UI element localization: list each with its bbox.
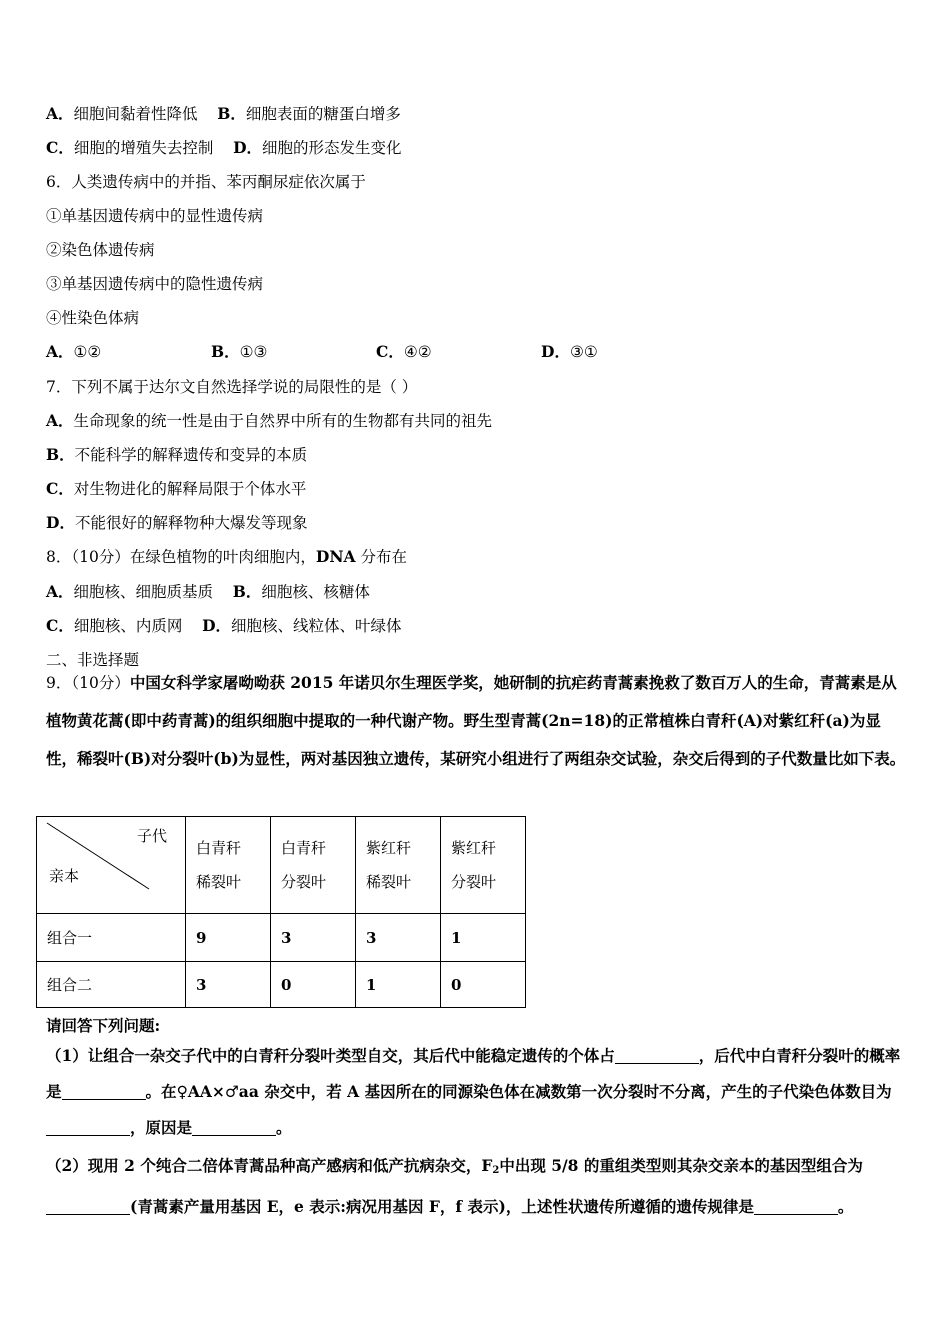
table-cell: 3: [271, 914, 356, 962]
q5-option-row-1: [46, 102, 401, 124]
row-label: 组合二: [37, 962, 186, 1008]
column-header: 白青秆 分裂叶: [271, 817, 356, 914]
answer-blank[interactable]: [192, 1120, 276, 1137]
q8-option-a: A．细胞核、细胞质基质: [46, 582, 214, 601]
q8-score: （10分）: [71, 548, 130, 566]
column-header: 白青秆 稀裂叶: [186, 817, 271, 914]
corner-label-parents: 亲本: [49, 867, 80, 885]
q6-options: [46, 340, 598, 362]
q7-option-a: A．生命现象的统一性是由于自然界中所有的生物都有共同的祖先: [46, 411, 493, 430]
answer-blank[interactable]: [615, 1048, 699, 1065]
q9-part-1: （1）让组合一杂交子代中的白青秆分裂叶类型自交，其后代中能稳定遗传的个体占 ，后代中白青秆分裂叶的概率是 。在♀AA×♂aa 杂交中，若 A 基因所在的同源染色体在减数第一次分裂时不分离，产生的子代染色体数目为，原因是 。: [46, 1046, 901, 1137]
table-cell: 1: [441, 914, 526, 962]
table-corner-cell: [37, 817, 186, 914]
q5-option-row-2: [46, 136, 402, 158]
q6-item: ②染色体遗传病: [46, 241, 155, 259]
answer-blank[interactable]: [46, 1120, 130, 1137]
q9-prompt: 请回答下列问题:: [46, 1016, 161, 1035]
q6-option-c: C．④②: [376, 342, 432, 361]
row-label: 组合一: [37, 914, 186, 962]
q5-option-a: A．细胞间黏着性降低: [46, 104, 198, 123]
q7-option-d: D．不能很好的解释物种大爆发等现象: [46, 513, 308, 532]
table-cell: 1: [356, 962, 441, 1008]
q6-option-d: D．③①: [541, 342, 598, 361]
table-cell: 3: [186, 962, 271, 1008]
column-header: 紫红秆 分裂叶: [441, 817, 526, 914]
table-header-row: [37, 817, 526, 914]
table-row: [37, 962, 526, 1008]
q7-stem: 7．下列不属于达尔文自然选择学说的局限性的是（ ）: [46, 378, 418, 396]
q8-option-row-1: [46, 580, 370, 602]
answer-blank[interactable]: [62, 1084, 146, 1101]
table-cell: 0: [271, 962, 356, 1008]
q6-stem: 6．人类遗传病中的并指、苯丙酮尿症依次属于: [46, 173, 366, 191]
q8-option-c: C．细胞核、内质网: [46, 616, 183, 635]
q6-item: ①单基因遗传病中的显性遗传病: [46, 207, 264, 225]
q7-option-c: C．对生物进化的解释局限于个体水平: [46, 479, 307, 498]
q6-item: ③单基因遗传病中的隐性遗传病: [46, 275, 264, 293]
q8-option-row-2: [46, 614, 402, 636]
q6-item: ④性染色体病: [46, 309, 140, 327]
q8-option-b: B．细胞核、核糖体: [232, 582, 370, 601]
q7-option-b: B．不能科学的解释遗传和变异的本质: [46, 445, 308, 464]
q8-stem: 8．（10分）在绿色植物的叶肉细胞内，DNA 分布在: [46, 547, 407, 566]
q9-part-2: （2）现用 2 个纯合二倍体青蒿品种高产感病和低产抗病杂交，$F_2$中出现 5/8 的重组类型则其杂交亲本的基因型组合为 (青蒿素产量用基因 E，e 表示:病况用基因 F，f 表示)，上述性状遗传所遵循的遗传规律是 。: [46, 1156, 863, 1216]
q5-option-c: C．细胞的增殖失去控制: [46, 138, 214, 157]
q5-option-b: B．细胞表面的糖蛋白增多: [217, 104, 401, 123]
corner-label-offspring: 子代: [136, 827, 167, 845]
q8-option-d: D．细胞核、线粒体、叶绿体: [202, 616, 402, 635]
answer-blank[interactable]: [46, 1199, 130, 1216]
answer-blank[interactable]: [754, 1199, 838, 1216]
table-cell: 9: [186, 914, 271, 962]
column-header: 紫红秆 稀裂叶: [356, 817, 441, 914]
q9-intro: 9．（10分）中国女科学家屠呦呦获 2015 年诺贝尔生理医学奖，她研制的抗疟药青蒿素挽救了数百万人的生命，青蒿素是从植物黄花蒿(即中药青蒿)的组织细胞中提取的一种代谢产物。野生型青蒿(2n=18)的正常植株白青秆(A)对紫红秆(a)为显性，稀裂叶(B)对分裂叶(b)为显性，两对基因独立遗传，某研究小组进行了两组杂交试验，杂交后得到的子代数量比如下表。: [46, 673, 906, 768]
table-row: [37, 914, 526, 962]
q5-option-d: D．细胞的形态发生变化: [233, 138, 402, 157]
q6-option-b: B．①③: [211, 342, 268, 361]
offspring-ratio-table: [36, 816, 526, 1008]
q9-score: （10分）: [71, 674, 130, 692]
table-cell: 3: [356, 914, 441, 962]
table-cell: 0: [441, 962, 526, 1008]
q6-option-a: A．①②: [46, 342, 102, 361]
section-title: 二、非选择题: [46, 651, 140, 669]
